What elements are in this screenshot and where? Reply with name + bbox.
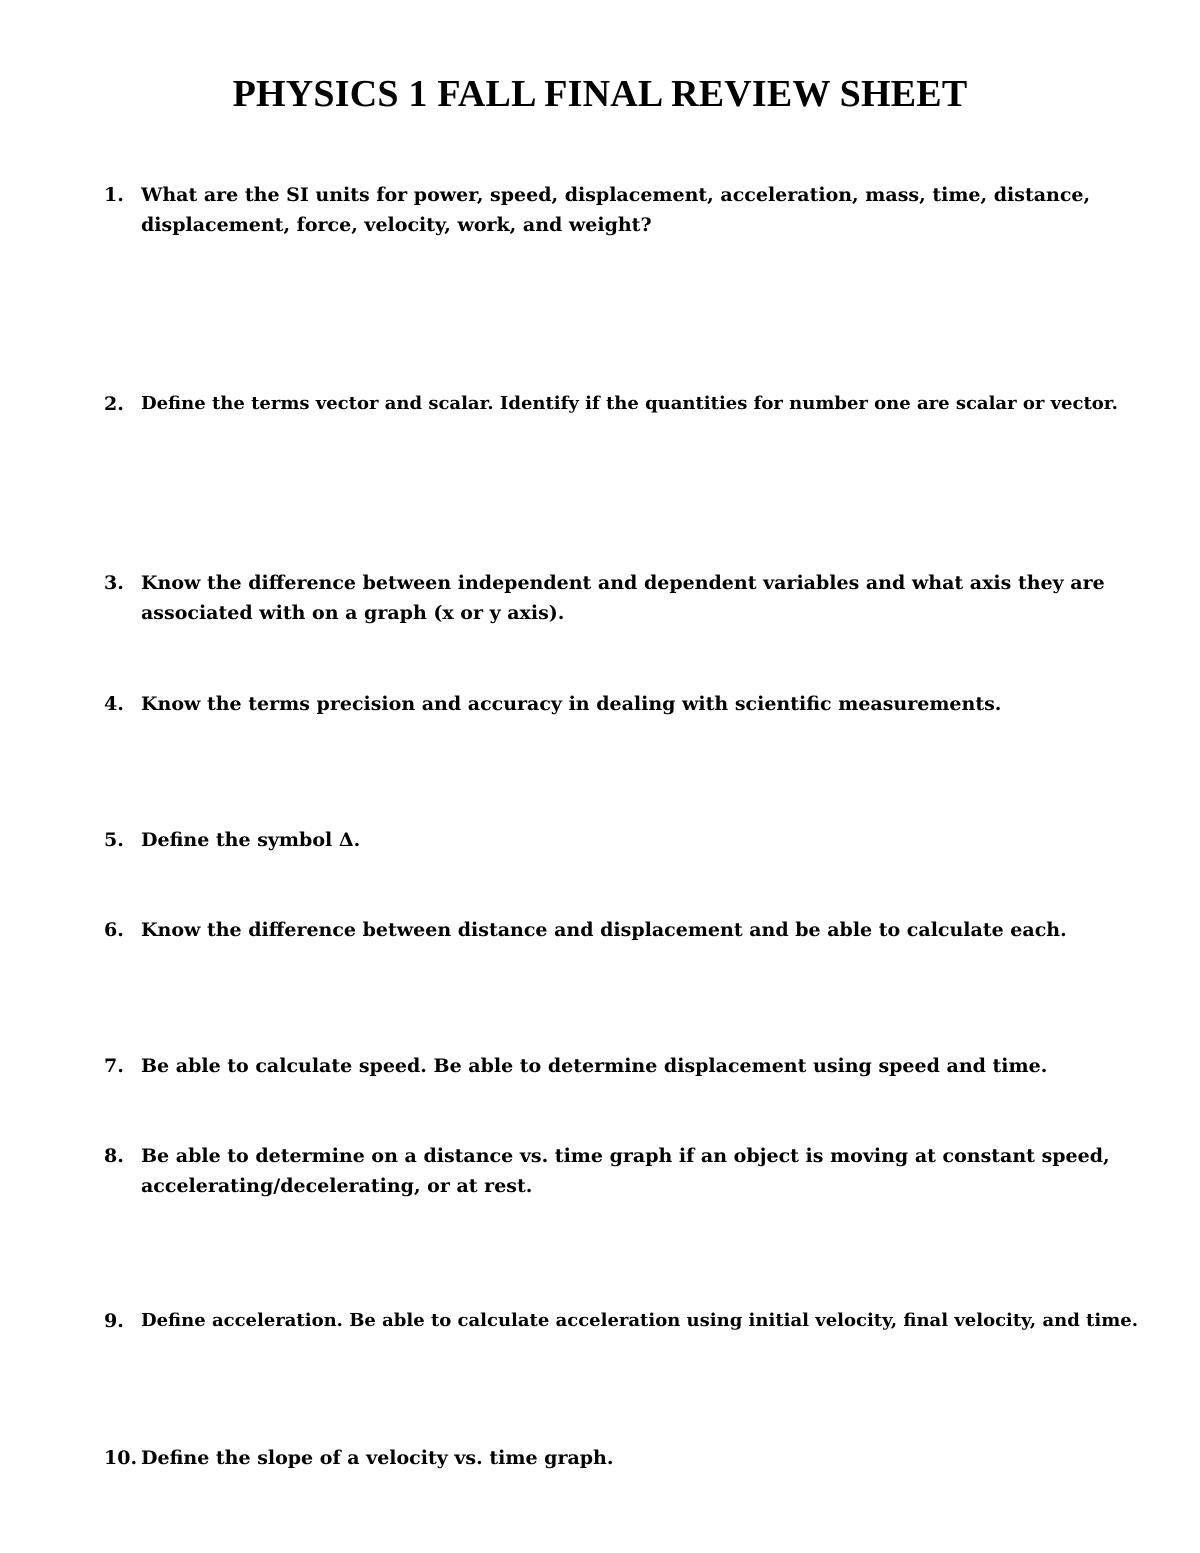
question-number: 10. <box>104 1447 138 1469</box>
question-9 <box>104 1306 1144 1336</box>
question-text: What are the SI units for power, speed, displacement, acceleration, mass, time, distance, displacement, force, velocity, work, and weight? <box>141 184 1091 236</box>
page-title: PHYSICS 1 FALL FINAL REVIEW SHEET <box>232 73 968 115</box>
question-number: 7. <box>104 1055 124 1077</box>
question-number: 3. <box>104 572 124 594</box>
question-number: 9. <box>104 1310 124 1332</box>
question-8 <box>104 1141 1144 1201</box>
question-number: 4. <box>104 693 124 715</box>
question-text: Know the terms precision and accuracy in dealing with scientific measurements. <box>141 693 1002 715</box>
question-text: Define the slope of a velocity vs. time graph. <box>141 1447 614 1469</box>
question-number: 8. <box>104 1145 124 1167</box>
question-7 <box>104 1051 1144 1081</box>
question-4 <box>104 689 1144 719</box>
question-number: 6. <box>104 919 124 941</box>
question-text: Be able to calculate speed. Be able to determine displacement using speed and time. <box>141 1055 1048 1077</box>
question-2 <box>104 389 1144 419</box>
question-3 <box>104 568 1144 628</box>
question-text: Know the difference between independent and dependent variables and what axis they are associated with on a graph (x or y axis). <box>141 572 1105 624</box>
question-text: Define the terms vector and scalar. Identify if the quantities for number one are scalar or vector. <box>141 393 1118 414</box>
question-10 <box>104 1443 1144 1473</box>
question-number: 1. <box>104 184 124 206</box>
question-6 <box>104 915 1144 945</box>
question-1 <box>104 180 1144 240</box>
question-number: 2. <box>104 393 124 415</box>
question-text: Know the difference between distance and displacement and be able to calculate each. <box>141 919 1067 941</box>
question-text: Be able to determine on a distance vs. time graph if an object is moving at constant speed, accelerating/decelerating, or at rest. <box>141 1145 1110 1197</box>
question-text: Define the symbol Δ. <box>141 829 361 851</box>
question-5 <box>104 825 1144 855</box>
question-text: Define acceleration. Be able to calculate acceleration using initial velocity, final velocity, and time. <box>141 1310 1138 1331</box>
question-number: 5. <box>104 829 124 851</box>
